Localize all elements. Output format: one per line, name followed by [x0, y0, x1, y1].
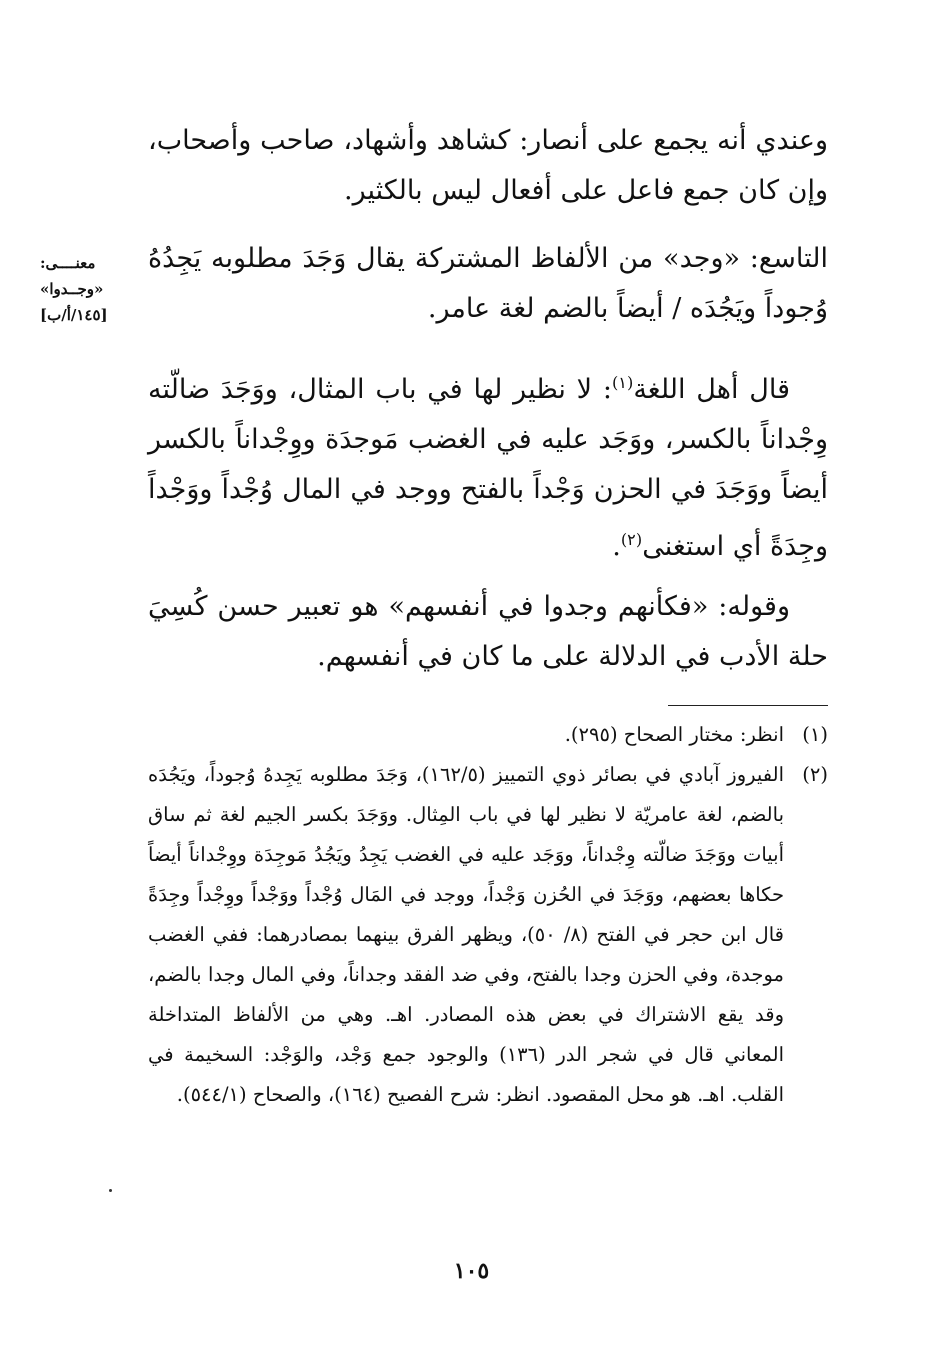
paragraph-3-end: .	[612, 531, 621, 562]
paragraph-3	[148, 358, 828, 572]
paragraph-1-text: وعندي أنه يجمع على أنصار: كشاهد وأشهاد، صاحب وأصحاب، وإن كان جمع فاعل على أفعال ليس بالكثير.	[148, 125, 828, 206]
paragraph-4-text: وقوله: «فكأنهم وجدوا في أنفسهم» هو تعبير حسن كُسِيَ حلة الأدب في الدلالة على ما كان في أنفسهم.	[148, 591, 828, 672]
footnote-1-text: انظر: مختار الصحاح (٢٩٥).	[564, 723, 784, 746]
paragraph-1	[148, 116, 828, 216]
ink-speck	[109, 1189, 112, 1192]
paragraph-2	[148, 234, 828, 334]
paragraph-4	[148, 582, 828, 682]
footnote-separator	[668, 705, 828, 706]
paragraph-3-text	[148, 358, 828, 572]
footnotes	[148, 715, 828, 1115]
margin-note-line-2: «وجــدوا»	[40, 280, 104, 298]
margin-note-line-3: [١٤٥/أ/ب]	[40, 306, 108, 324]
paragraph-3-body: : لا نظير لها في باب المثال، ووَجَدَ ضالّته وِجْداناً بالكسر، ووَجَد عليه في الغضب مَوجدَة ووِجْداناً بالكسر أيضاً ووَجَدَ في الحزن وَجْداً بالفتح ووجد في المال وُجْداً ووَجْداً وجِدَةً أي استغنى	[148, 374, 828, 562]
paragraph-2-text: التاسع: «وجد» من الألفاظ المشتركة يقال وَجَدَ مطلوبه يَجِدُهُ وُجوداً ويَجُدَه / أيضاً بالضم لغة عامر.	[148, 243, 828, 324]
footnote-1	[148, 715, 828, 755]
page-number: ١٠٥	[453, 1258, 490, 1284]
footnote-2-number: (٢)	[802, 763, 828, 786]
paragraph-3-lead: قال أهل اللغة	[633, 374, 790, 405]
footnote-ref-2: (٢)	[620, 530, 643, 549]
footnote-1-number: (١)	[802, 723, 828, 746]
margin-note-line-1: معنــــى:	[40, 254, 96, 272]
footnote-2	[148, 755, 828, 1115]
margin-note	[40, 250, 146, 328]
footnote-ref-1: (١)	[611, 373, 634, 392]
footnote-2-text: الفيروز آبادي في بصائر ذوي التمييز (١٦٢/٥)، وَجَدَ مطلوبه يَجِدهُ وُجوداً، ويَجُدَه بالضم، لغة عامريّة لا نظير لها في باب المِثال. ووَجَدَ بكسر الجيم لغة ثم ساق أبيات ووَجَدَ ضالّته وِجْداناً، ووَجَد عليه في الغضب يَجِدُ ويَجُدُ مَوجِدَة ووِجْداناً أيضاً حكاها بعضهم، ووَجَدَ في الحُزن وَجْداً، ووجد في المَال وُجْداً ووَجْداً ووِجْداً وجِدَةً قال ابن حجر في الفتح (٨/ ٥٠)، ويظهر الفرق بينهما بمصادرهما: ففي الغضب موجدة، وفي الحزن وجدا بالفتح، وفي ضد الفقد وجداناً، وفي المال وجدا بالضم، وقد يقع الاشتراك في بعض هذه المصادر. اهـ. وهي من الألفاظ المتداخلة المعاني قال في شجر الدر (١٣٦) والوجود جمع وَجْد، والوَجْد: السخيمة في القلب. اهـ. هو محل المقصود. انظر: شرح الفصيح (١٦٤)، والصحاح (٥٤٤/١).	[148, 763, 784, 1106]
